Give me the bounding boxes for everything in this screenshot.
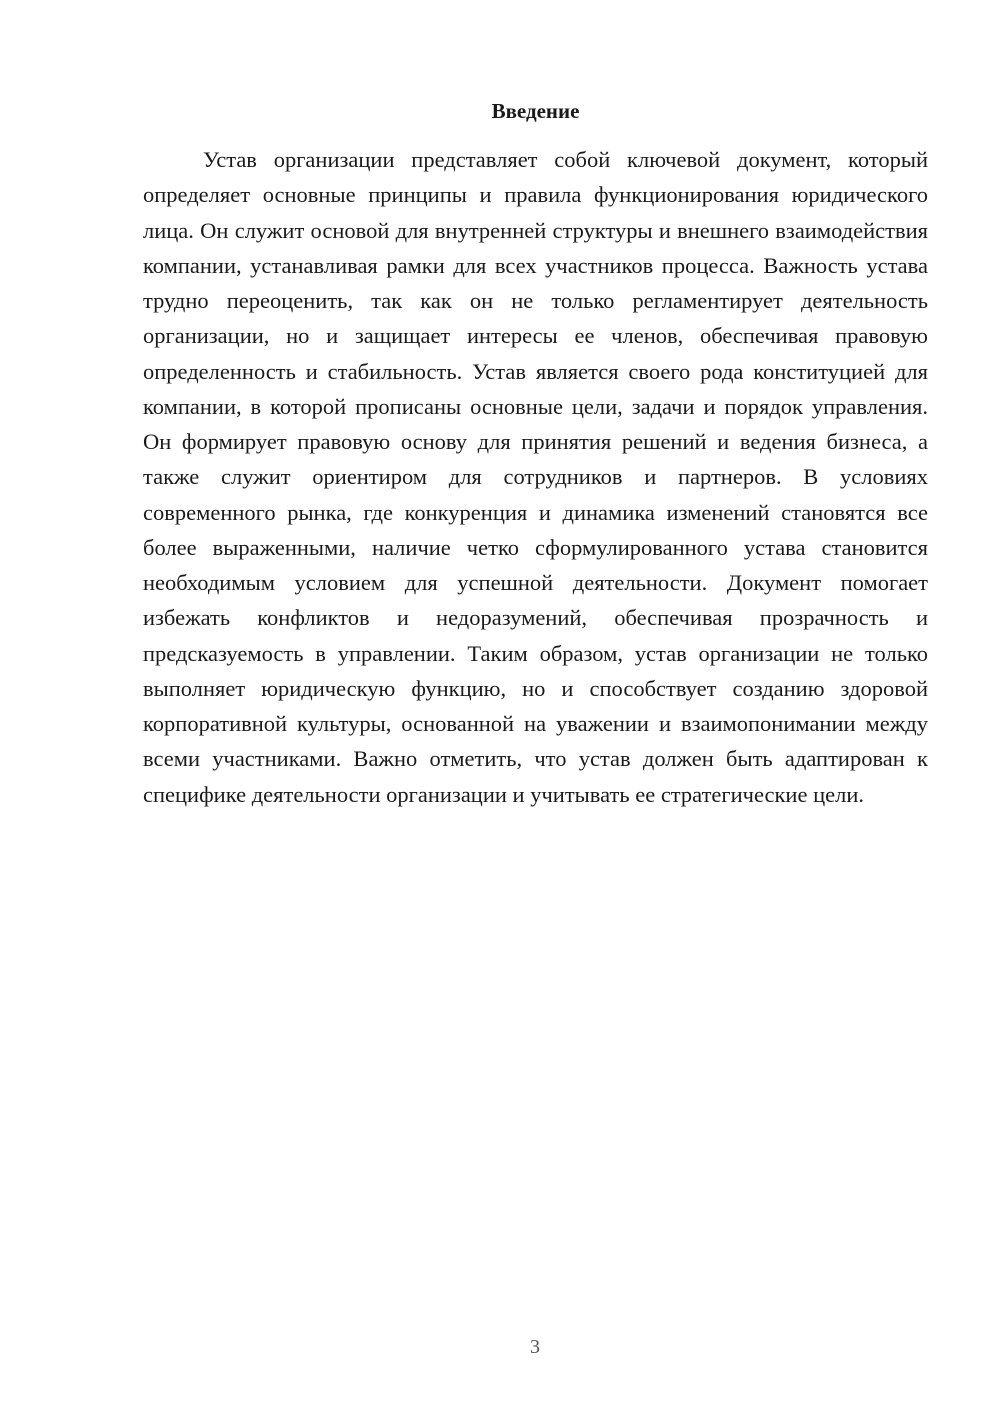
body-paragraph: Устав организации представляет собой ключевой документ, который определяет основные принципы и правила функционирования юридического лица. Он служит основой для внутренней структуры и внешнего взаимодействия компании, устанавливая рамки для всех участников процесса. Важность устава трудно переоценить, так как он не только регламентирует деятельность организации, но и защищает интересы ее членов, обеспечивая правовую определенность и стабильность. Устав является своего рода конституцией для компании, в которой прописаны основные цели, задачи и порядок управления. Он формирует правовую основу для принятия решений и ведения бизнеса, а также служит ориентиром для сотрудников и партнеров. В условиях современного рынка, где конкуренция и динамика изменений становятся все более выраженными, наличие четко сформулированного устава становится необходимым условием для успешной деятельности. Документ помогает избежать конфликтов и недоразумений, обеспечивая прозрачность и предсказуемость в управлении. Таким образом, устав организации не только выполняет юридическую функцию, но и способствует созданию здоровой корпоративной культуры, основанной на уважении и взаимопонимании между всеми участниками. Важно отметить, что устав должен быть адаптирован к специфике деятельности организации и учитывать ее стратегические цели. bbox=[143, 147, 928, 807]
page-number: 3 bbox=[530, 1336, 540, 1358]
section-heading: Введение bbox=[491, 99, 580, 123]
